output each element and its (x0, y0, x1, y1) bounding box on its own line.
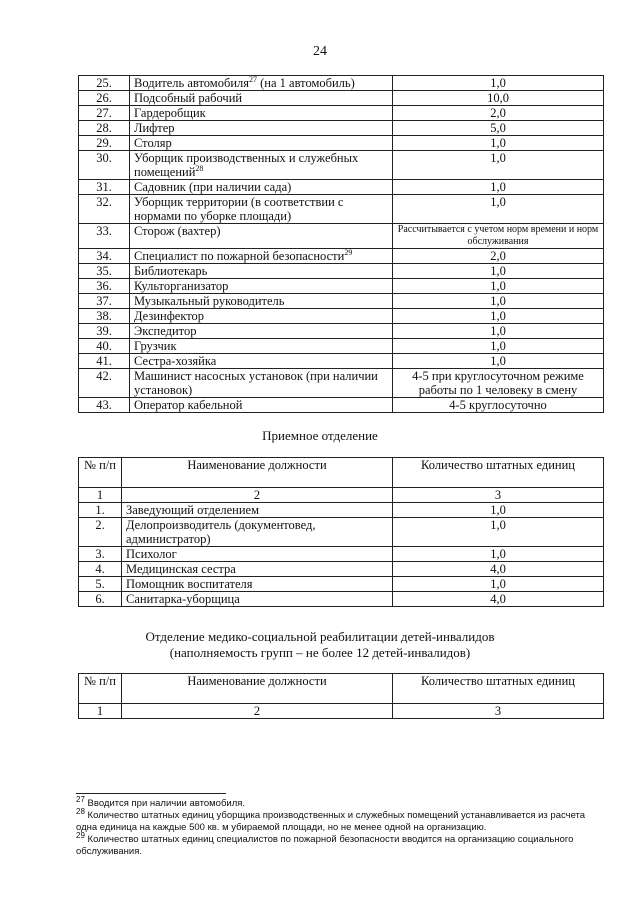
index-value: 3 (393, 704, 604, 719)
row-number: 36. (79, 279, 130, 294)
staff-units-value: 1,0 (393, 518, 604, 547)
staff-units-value: 1,0 (393, 76, 604, 91)
table-row (79, 503, 604, 518)
row-number: 38. (79, 309, 130, 324)
position-name (130, 91, 393, 106)
row-number: 4. (79, 562, 122, 577)
position-name-text: Музыкальный руководитель (134, 294, 285, 308)
position-name-text: Уборщик территории (в соответствии с нормами по уборке площади) (134, 195, 344, 223)
position-name (130, 195, 393, 224)
staff-units-value: 1,0 (393, 294, 604, 309)
staff-units-value: 1,0 (393, 195, 604, 224)
footnote-ref: 28 (195, 163, 204, 173)
position-name-text: Подсобный рабочий (134, 91, 243, 105)
position-name (122, 503, 393, 518)
position-name (122, 577, 393, 592)
position-name (122, 592, 393, 607)
staff-units-value: 1,0 (393, 547, 604, 562)
staff-units-value: 1,0 (393, 354, 604, 369)
footnote-item (76, 794, 606, 810)
position-name-text: Специалист по пожарной безопасности (134, 249, 345, 263)
header-value: Количество штатных единиц (393, 458, 604, 488)
footnote-marker: 27 (76, 794, 85, 804)
footnote-marker: 28 (76, 806, 85, 816)
position-name (130, 121, 393, 136)
column-index-row (79, 704, 604, 719)
position-name-text: Столяр (134, 136, 172, 150)
table-row (79, 562, 604, 577)
row-number: 37. (79, 294, 130, 309)
table-row (79, 151, 604, 180)
staff-units-value: 1,0 (393, 180, 604, 195)
staff-units-value: 1,0 (393, 309, 604, 324)
position-name-text: Садовник (при наличии сада) (134, 180, 292, 194)
staff-units-value: 1,0 (393, 279, 604, 294)
position-name-text: Водитель автомобиля (134, 76, 249, 90)
row-number: 28. (79, 121, 130, 136)
table-header-row (79, 458, 604, 488)
position-name-text: Санитарка-уборщица (126, 592, 240, 606)
position-name (130, 224, 393, 249)
row-number: 31. (79, 180, 130, 195)
table-header-row (79, 674, 604, 704)
header-num: № п/п (79, 674, 122, 704)
table-row (79, 76, 604, 91)
position-name-text: Оператор кабельной (134, 398, 243, 412)
table-row (79, 324, 604, 339)
position-name (130, 309, 393, 324)
row-number: 39. (79, 324, 130, 339)
footnote-divider (76, 793, 226, 794)
row-number: 30. (79, 151, 130, 180)
position-name-text: Сторож (вахтер) (134, 224, 221, 238)
position-name (130, 294, 393, 309)
table-row (79, 106, 604, 121)
index-name: 2 (122, 488, 393, 503)
table-row (79, 180, 604, 195)
position-name (130, 339, 393, 354)
position-name (130, 136, 393, 151)
reception-staff-table (78, 457, 604, 607)
row-number: 1. (79, 503, 122, 518)
staff-units-value: 4,0 (393, 562, 604, 577)
position-name-text: Психолог (126, 547, 177, 561)
footnote-marker: 29 (76, 830, 85, 840)
position-name (130, 398, 393, 413)
position-name-text: Гардеробщик (134, 106, 206, 120)
table-row (79, 339, 604, 354)
row-number: 41. (79, 354, 130, 369)
table-row (79, 398, 604, 413)
table-row (79, 547, 604, 562)
column-index-row (79, 488, 604, 503)
staff-units-value: 1,0 (393, 339, 604, 354)
row-number: 43. (79, 398, 130, 413)
row-number: 29. (79, 136, 130, 151)
row-number: 27. (79, 106, 130, 121)
position-name-text: Сестра-хозяйка (134, 354, 217, 368)
table-row (79, 91, 604, 106)
position-name (122, 547, 393, 562)
staff-units-value: 4-5 при круглосуточном режиме работы по 1 человеку в смену (393, 369, 604, 398)
staff-units-value: 4,0 (393, 592, 604, 607)
table-row (79, 592, 604, 607)
table-row (79, 121, 604, 136)
row-number: 2. (79, 518, 122, 547)
position-name (130, 249, 393, 264)
row-number: 6. (79, 592, 122, 607)
position-name-text: Библиотекарь (134, 264, 208, 278)
row-number: 35. (79, 264, 130, 279)
position-name-text: Культорганизатор (134, 279, 229, 293)
position-name-text: Машинист насосных установок (при наличии установок) (134, 369, 378, 397)
position-name-suffix: (на 1 автомобиль) (257, 76, 355, 90)
staff-units-value: 1,0 (393, 324, 604, 339)
table-row (79, 294, 604, 309)
table-row (79, 518, 604, 547)
position-name (130, 324, 393, 339)
index-value: 3 (393, 488, 604, 503)
table-row (79, 369, 604, 398)
staff-units-value: 4-5 круглосуточно (393, 398, 604, 413)
footnotes (76, 794, 606, 858)
row-number: 32. (79, 195, 130, 224)
position-name (130, 369, 393, 398)
row-number: 42. (79, 369, 130, 398)
staff-units-value: 1,0 (393, 264, 604, 279)
position-name (130, 151, 393, 180)
position-name-text: Экспедитор (134, 324, 197, 338)
staff-units-value: 5,0 (393, 121, 604, 136)
row-number: 3. (79, 547, 122, 562)
staff-units-value: 1,0 (393, 503, 604, 518)
position-name-text: Заведующий отделением (126, 503, 260, 517)
page-number: 24 (313, 44, 327, 59)
section-title-rehab-line1: Отделение медико-социальной реабилитации детей-инвалидов (145, 629, 495, 644)
position-name (130, 264, 393, 279)
footnote-text: Количество штатных единиц уборщика производственных и служебных помещений устанавливается из расчета одна единица на каждые 500 кв. м убираемой площади, но не менее одной на организацию. (76, 810, 586, 833)
position-name-text: Грузчик (134, 339, 177, 353)
position-name-text: Лифтер (134, 121, 175, 135)
staff-table-continued (78, 75, 604, 413)
index-num: 1 (79, 488, 122, 503)
rehab-staff-table (78, 673, 604, 719)
position-name-text: Делопроизводитель (документовед, администратор) (126, 518, 316, 546)
table-row (79, 195, 604, 224)
position-name (130, 354, 393, 369)
row-number: 25. (79, 76, 130, 91)
staff-units-value: Рассчитывается с учетом норм времени и норм обслуживания (393, 224, 604, 249)
table-row (79, 577, 604, 592)
position-name (130, 279, 393, 294)
position-name-text: Медицинская сестра (126, 562, 236, 576)
section-title-rehab-line2: (наполняемость групп – не более 12 детей-инвалидов) (169, 645, 471, 660)
row-number: 26. (79, 91, 130, 106)
footnote-text: Количество штатных единиц специалистов по пожарной безопасности вводится на организацию социального обслуживания. (76, 834, 574, 857)
section-title-reception: Приемное отделение (262, 428, 378, 443)
row-number: 33. (79, 224, 130, 249)
position-name (130, 180, 393, 195)
footnote-text: Вводится при наличии автомобиля. (84, 798, 246, 809)
footnote-ref: 27 (249, 74, 257, 84)
staff-units-value: 1,0 (393, 577, 604, 592)
table-row (79, 249, 604, 264)
table-row (79, 136, 604, 151)
index-name: 2 (122, 704, 393, 719)
table-row (79, 354, 604, 369)
position-name (130, 106, 393, 121)
footnote-item (76, 806, 606, 834)
index-num: 1 (79, 704, 122, 719)
header-name: Наименование должности (122, 458, 393, 488)
header-value: Количество штатных единиц (393, 674, 604, 704)
staff-units-value: 10,0 (393, 91, 604, 106)
staff-units-value: 2,0 (393, 249, 604, 264)
footnote-item (76, 830, 606, 858)
staff-units-value: 1,0 (393, 151, 604, 180)
table-row (79, 309, 604, 324)
row-number: 5. (79, 577, 122, 592)
position-name-text: Дезинфектор (134, 309, 205, 323)
table-row (79, 264, 604, 279)
staff-units-value: 1,0 (393, 136, 604, 151)
row-number: 34. (79, 249, 130, 264)
position-name-text: Помощник воспитателя (126, 577, 253, 591)
staff-units-value: 2,0 (393, 106, 604, 121)
footnote-ref: 29 (344, 247, 353, 257)
header-name: Наименование должности (122, 674, 393, 704)
position-name-text: Уборщик производственных и служебных помещений (134, 151, 359, 179)
position-name (122, 562, 393, 577)
position-name (122, 518, 393, 547)
table-row (79, 279, 604, 294)
table-row (79, 224, 604, 249)
row-number: 40. (79, 339, 130, 354)
header-num: № п/п (79, 458, 122, 488)
position-name (130, 76, 393, 91)
